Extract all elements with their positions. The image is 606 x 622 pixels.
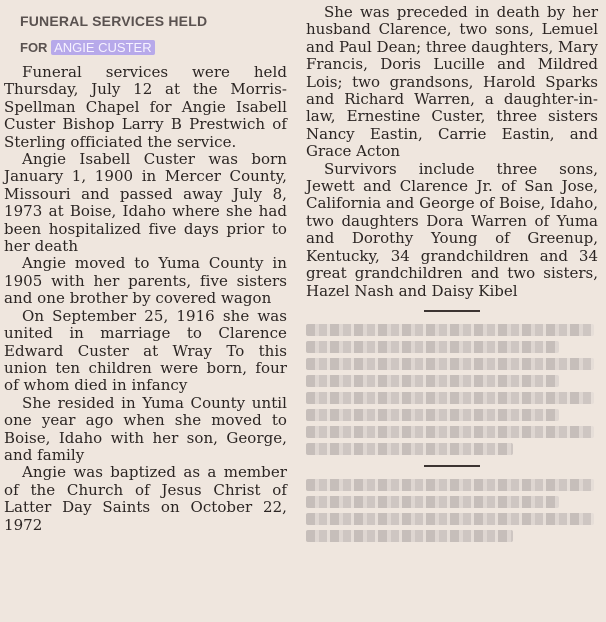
illegible-line (306, 530, 513, 542)
illegible-line (306, 392, 594, 404)
headline: FUNERAL SERVICES HELD (20, 13, 208, 29)
right-column (306, 4, 598, 547)
separator-rule (424, 310, 480, 312)
illegible-line (306, 358, 594, 370)
illegible-line (306, 513, 594, 525)
paragraph-baptism: Angie was baptized as a member of the Church of Jesus Christ of Latter Day Saints on October 22, 1972 (4, 463, 287, 534)
illegible-line (306, 443, 513, 455)
illegible-line (306, 375, 559, 387)
paragraph-marriage: On September 25, 1916 she was united in marriage to Clarence Edward Custer at Wray To this union ten children were born, four of whom died in infancy (4, 306, 287, 395)
illegible-line (306, 479, 594, 491)
paragraph-birth: Angie Isabell Custer was born January 1, 1900 in Mercer County, Missouri and passed away July 8, 1973 at Boise, Idaho where she had been hospitalized five days prior to her death (4, 150, 287, 256)
illegible-line (306, 324, 594, 336)
paragraph-moved: Angie moved to Yuma County in 1905 with her parents, five sisters and one brother by covered wagon (4, 254, 287, 308)
left-column (4, 4, 287, 534)
illegible-line (306, 409, 559, 421)
illegible-line (306, 426, 594, 438)
highlighted-name[interactable]: ANGIE CUSTER (51, 40, 155, 55)
paragraph-services: Funeral services were held Thursday, July 12 at the Morris-Spellman Chapel for Angie Isabell Custer Bishop Larry B Prestwich of Sterling officiated the service. (4, 63, 287, 151)
illegible-text-block (306, 324, 594, 455)
headline-subline (20, 38, 287, 58)
illegible-line (306, 341, 559, 353)
paragraph-preceded: She was preceded in death by her husband Clarence, two sons, Lemuel and Paul Dean; three daughters, Mary Francis, Doris Lucille and Mildred Lois; two grandsons, Harold Sparks and Richard Warren, a daughter-in-law, Ernestine Custer, three sisters Nancy Eastin, Carrie Eastin, and Grace Acton (306, 3, 598, 161)
paragraph-residence: She resided in Yuma County until one year ago when she moved to Boise, Idaho with her son, George, and family (4, 393, 287, 464)
headline-for: FOR (20, 40, 48, 55)
illegible-text-block (306, 479, 594, 542)
separator-rule (424, 465, 480, 467)
illegible-line (306, 496, 559, 508)
paragraph-survivors: Survivors include three sons, Jewett and Clarence Jr. of San Jose, California and George of Boise, Idaho, two daughters Dora Warren of Yuma and Dorothy Young of Greenup, Kentucky, 34 grandchildren and 34 great grandchildren and two sisters, Hazel Nash and Daisy Kibel (306, 159, 598, 300)
